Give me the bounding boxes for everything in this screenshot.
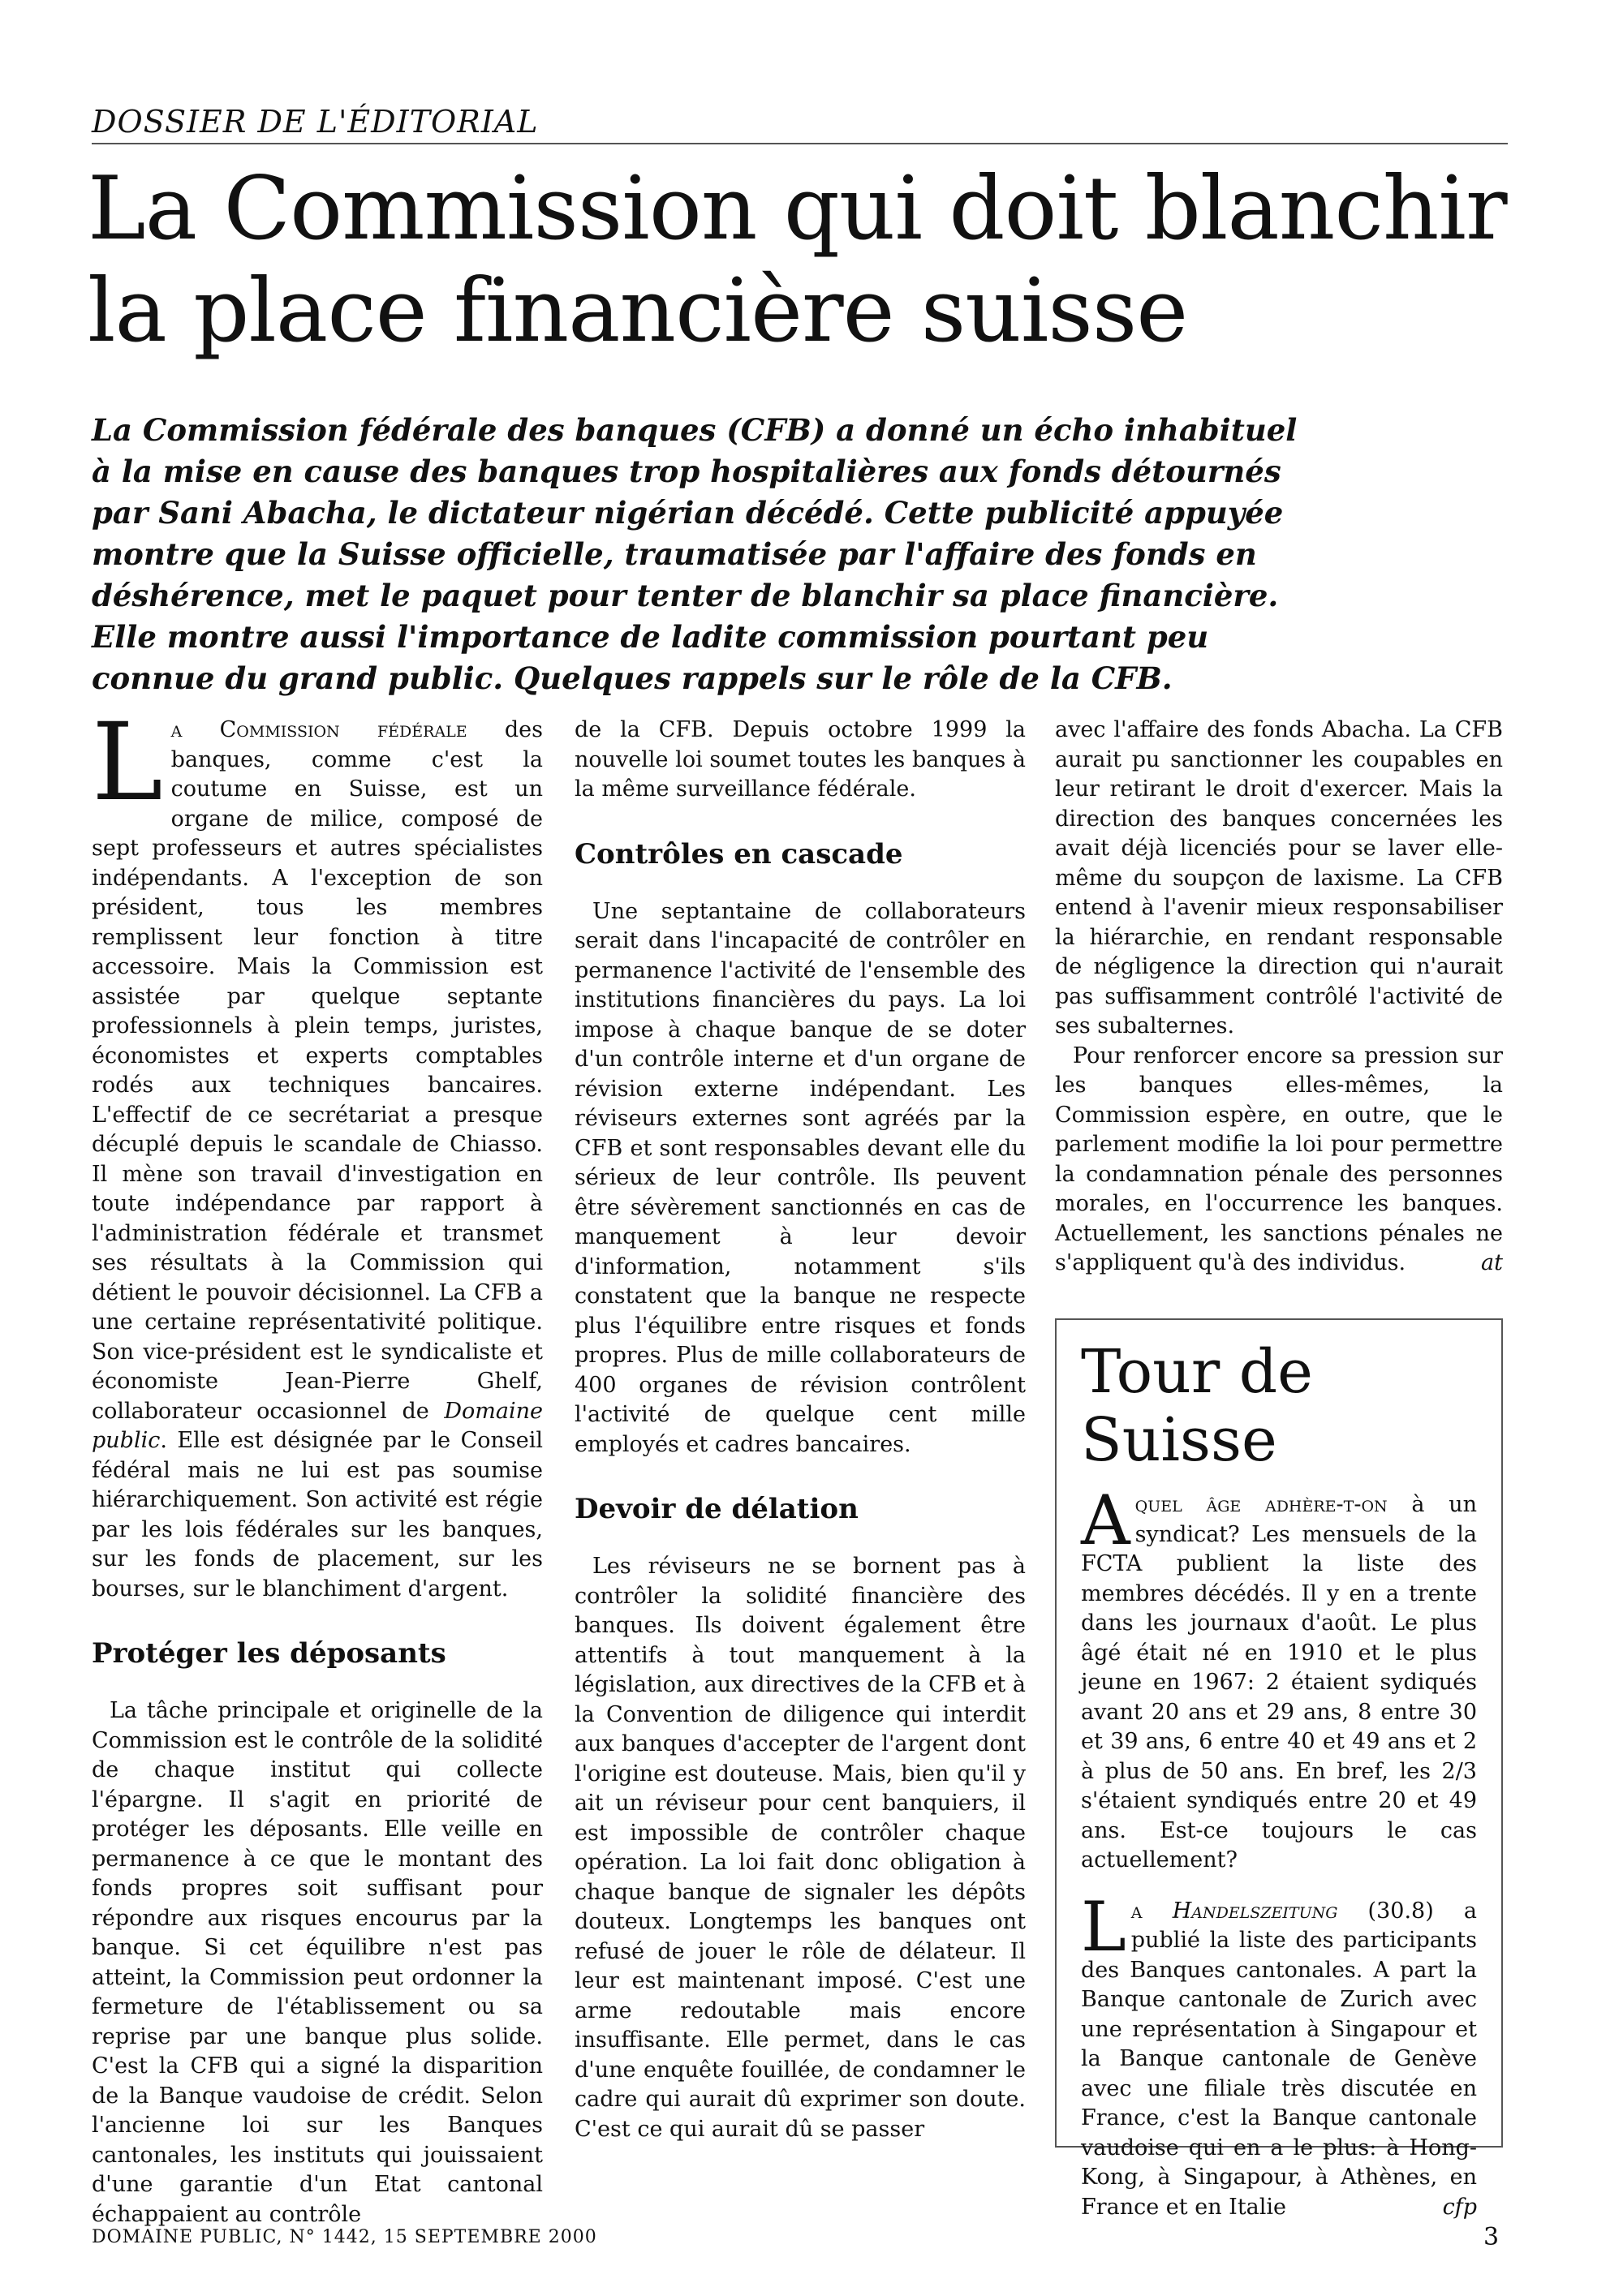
sidebar-title: Tour de Suisse (1081, 1337, 1313, 1475)
article-headline (88, 158, 1516, 363)
article-column-2 (575, 716, 1026, 2144)
sidebar-drop-cap-2: L (1081, 1886, 1126, 1967)
page-footer: DOMAINE PUBLIC, N° 1442, 15 SEPTEMBRE 2000 (92, 2227, 597, 2247)
drop-cap: L (92, 700, 163, 825)
sidebar-box (1055, 1318, 1503, 2220)
intro-smallcaps: a Commission fédérale (170, 717, 467, 742)
paragraph-delation: Les réviseurs ne se bornent pas à contrôler la solidité financière des banques. Ils doivent également être attentifs à tout manquement à la législation, aux directives de la CFB et à la Convention de diligence qui interdit aux banques d'accepter de l'argent dont l'origine est douteuse. Mais, bien qu'il y ait un réviseur pour cent banquiers, il est impossible de contrôler chaque opération. La loi fait donc obligation à chaque banque de signaler les dépôts douteux. Longtemps les banques ont refusé de jouer le rôle de délateur. Il leur est maintenant imposé. C'est une arme redoutable mais encore insuffisante. Elle permet, dans le cas d'une enquête fouillée, de condamner le cadre qui aurait dû exprimer son doute. C'est ce qui aurait dû se passer (575, 1554, 1026, 2142)
sidebar-text-1: à un syndicat? Les mensuels de la FCTA publient la liste des membres décédés. Il y en a trente dans les journaux d'août. Le plus âgé était né en 1910 et le plus jeune en 1967: 2 étaient sydiqués avant 20 ans et 29 ans, 8 entre 30 et 39 ans, 6 entre 40 et 49 ans et 2 à plus de 50 ans. En bref, les 2/3 s'étaient syndiqués entre 20 et 49 ans. Est-ce toujours le cas actuellement? (1081, 1492, 1478, 1872)
paragraph-cascade: Une septantaine de collaborateurs serait dans l'incapacité de contrôler en permanence l'activité de l'ensemble des institutions financières du pays. La loi impose à chaque banque de se doter d'un contrôle interne et d'un organe de révision externe indépendant. Les réviseurs externes sont agréés par la CFB et sont responsables devant elle du sérieux de leur contrôle. Ils peuvent être sévèrement sanctionnés en cas de manquement à leur devoir d'information, notamment s'ils constatent que la banque ne respecte plus l'équilibre entre risques et fonds propres. Plus de mille collaborateurs de 400 organes de révision contrôlent l'activité de quelque cent mille employés et cadres bancaires. (575, 898, 1026, 1457)
subhead-cascade: Contrôles en cascade (575, 837, 903, 871)
sidebar-smallcaps-1: quel âge adhère-t-on (1134, 1492, 1388, 1517)
author-signature: at (1481, 1250, 1503, 1275)
intro-text: des banques, comme c'est la coutume en Suisse, est un organe de milice, composé de sept professeurs et autres spécialistes indépendants. A l'exception de son président, tous les membres remplissent leur fonction à titre accessoire. Mais la Commission est assistée par quelque septante professionnels à plein temps, juristes, économistes et experts comptables rodés aux techniques bancaires. L'effectif de ce secrétariat a presque décuplé depuis le scandale de Chiasso. Il mène son travail d'investigation en toute indépendance par rapport à l'administration fédérale et transmet ses résultats à la Commission qui détient le pouvoir décisionnel. La CFB a une certaine représentativité politique. Son vice-président est le syndicaliste et économiste Jean-Pierre Ghelf, collaborateur occasionnel de (92, 717, 543, 1424)
sidebar-drop-cap-1: A (1081, 1481, 1130, 1560)
intro-end: . Elle est désignée par le Conseil fédéral mais ne lui est pas soumise hiérarchiquement. Son activité est régie par les lois fédérales sur les banques, sur les fonds de placement, sur les bourses, sur le blanchiment d'argent. (92, 1428, 543, 1602)
sidebar-publication-name: Handelszeitung (1172, 1898, 1338, 1924)
article-lead: La Commission fédérale des banques (CFB) a donné un écho inhabituel à la mise en cause des banques trop hospitalières aux fonds détournés par Sani Abacha, le dictateur nigérian décédé. Cette publicité appuyée montre que la Suisse officielle, traumatisée par l'affaire des fonds en déshérence, met le paquet pour tenter de blanchir sa place financière. Elle montre aussi l'importance de ladite commission pourtant peu connue du grand public. Quelques rappels sur le rôle de la CFB. (92, 412, 1298, 696)
headline-line-2: la place financière suisse (88, 260, 1188, 362)
page-number: 3 (1483, 2223, 1500, 2251)
subhead-deposants: Protéger les déposants (92, 1637, 446, 1670)
publication-name: Domaine public (92, 1398, 543, 1453)
section-kicker: DOSSIER DE L'ÉDITORIAL (92, 104, 1508, 144)
paragraph-col2-start: de la CFB. Depuis octobre 1999 la nouvelle loi soumet toutes les banques à la même surveillance fédérale. (575, 717, 1026, 802)
paragraph-deposants: La tâche principale et originelle de la Commission est le contrôle de la solidité de chaque institut qui collecte l'épargne. Il s'agit en priorité de protéger les déposants. Elle veille en permanence à ce que le montant des fonds propres soit suffisant pour répondre aux risques encourus par la banque. Si cet équilibre n'est pas atteint, la Commission peut ordonner la fermeture de l'établissement ou sa reprise par une banque plus solide. C'est la CFB qui a signé la disparition de la Banque vaudoise de crédit. Selon l'ancienne loi sur les Banques cantonales, les instituts qui jouissaient d'une garantie d'un Etat cantonal échappaient au contrôle (92, 1698, 543, 2227)
headline-line-1: La Commission qui doit blanchir (88, 158, 1507, 260)
intro-paragraph (92, 700, 543, 1604)
sidebar-paragraph-1 (1081, 1481, 1478, 1876)
paragraph-col3-start: avec l'affaire des fonds Abacha. La CFB aurait pu sanctionner les coupables en leur retirant le droit d'exercer. Mais la direction des banques concernées les avait déjà licenciés pour se laver elle-même du soupçon de laxisme. La CFB entend à l'avenir mieux responsabiliser la hiérarchie, en rendant responsable de négligence la direction qui n'aurait pas suffisamment contrôlé l'activité de ses subalternes. (1055, 717, 1503, 1038)
sidebar-paragraph-2 (1081, 1886, 1477, 2223)
article-column-1 (92, 700, 543, 2229)
sidebar-smallcaps-2: a (1130, 1898, 1143, 1924)
subhead-delation: Devoir de délation (575, 1493, 859, 1525)
sidebar-signature: cfp (1442, 2194, 1477, 2220)
article-column-3 (1055, 716, 1503, 1279)
paragraph-col3-end-text: Pour renforcer encore sa pression sur les banques elles-mêmes, la Commission espère, en outre, que le parlement modifie la loi pour permettre la condamnation pénale des personnes morales, en l'occurrence les banques. Actuellement, les sanctions pénales ne s'appliquent qu'à des individus. (1055, 1043, 1503, 1275)
paragraph-col3-end (1055, 1042, 1503, 1279)
sidebar-text-2: (30.8) a publié la liste des participants des Banques cantonales. A part la Banque cantonale de Zurich avec une représentation à Singapour et la Banque cantonale de Genève avec une filiale très discutée en France, c'est la Banque cantonale vaudoise qui en a le plus: à Hong-Kong, à Singapour, à Athènes, en France et en Italie (1081, 1898, 1477, 2220)
